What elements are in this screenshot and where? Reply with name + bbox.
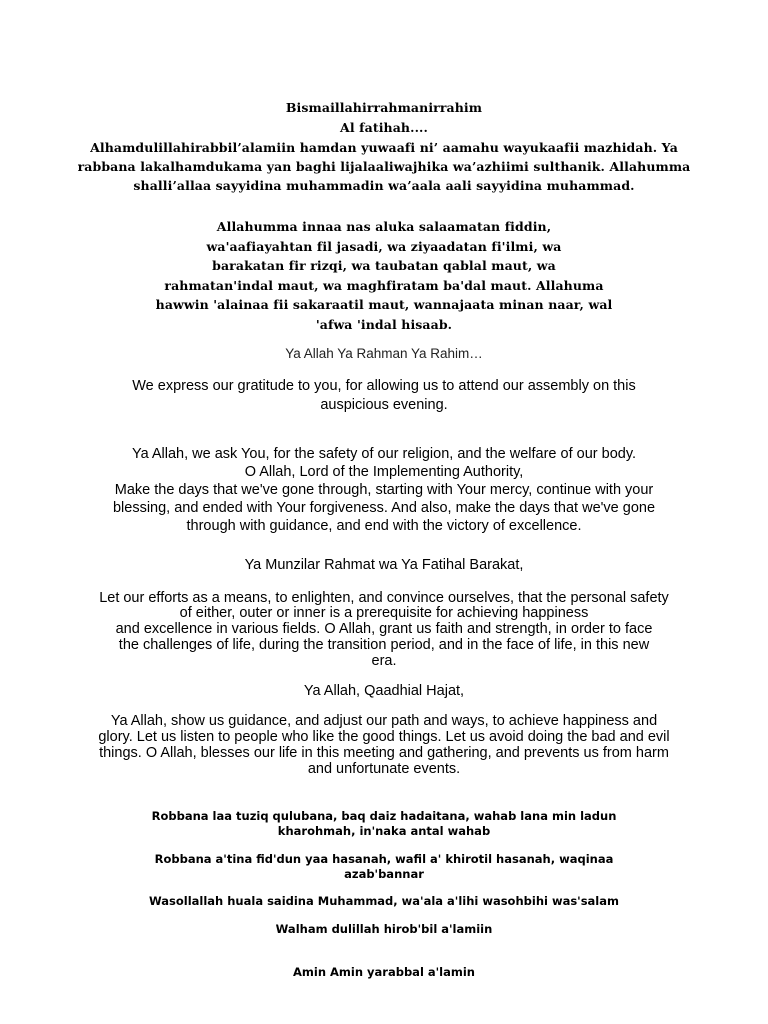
efforts-line: of either, outer or inner is a prerequisite for achieving happiness: [179, 605, 589, 621]
robbana-line: kharohmah, in'naka antal wahab: [277, 824, 491, 838]
amin-text: Amin Amin yarabbal a'lamin: [293, 965, 475, 979]
prayer-line: hawwin 'alainaa fii sakaraatil maut, wannajaata minan naar, wal: [155, 297, 613, 312]
opening-line: rabbana lakalhamdukama yan baghi lijalaaliwajhika wa’azhiimi sulthanik. Allahumma: [77, 159, 691, 174]
efforts-line: the challenges of life, during the transition period, and in the face of life, in this new: [118, 637, 650, 653]
qaadhial-text: Ya Allah, Qaadhial Hajat,: [303, 683, 465, 699]
safety-line: O Allah, Lord of the Implementing Authority,: [244, 464, 524, 480]
safety-line: Make the days that we've gone through, starting with Your mercy, continue with your: [114, 482, 654, 498]
doc-title: Bismaillahirrahmanirrahim: [285, 100, 483, 115]
efforts-line: Let our efforts as a means, to enlighten, and convince ourselves, that the personal safety: [99, 590, 669, 606]
guidance-line: glory. Let us listen to people who like the good things. Let us avoid doing the bad and evil: [98, 729, 670, 745]
robbana-line: Robbana a'tina fid'dun yaa hasanah, wafil a' khirotil hasanah, waqinaa: [154, 852, 614, 866]
prayer-line: 'afwa 'indal hisaab.: [315, 317, 453, 332]
prayer-line: wa'aafiayahtan fil jasadi, wa ziyaadatan fi'ilmi, wa: [206, 239, 562, 254]
safety-line: Ya Allah, we ask You, for the safety of our religion, and the welfare of our body.: [131, 446, 637, 462]
prayer-line: rahmatan'indal maut, wa maghfiratam ba'dal maut. Allahuma: [164, 278, 604, 293]
prayer-line: barakatan fir rizqi, wa taubatan qablal maut, wa: [212, 258, 556, 273]
munzilar-text: Ya Munzilar Rahmat wa Ya Fatihal Barakat,: [244, 557, 524, 573]
efforts-line: era.: [371, 653, 397, 669]
robbana-line: Robbana laa tuziq qulubana, baq daiz hadaitana, wahab lana min ladun: [151, 809, 617, 823]
gratitude-line: We express our gratitude to you, for allowing us to attend our assembly on this: [132, 378, 636, 394]
safety-line: through with guidance, and end with the victory of excellence.: [186, 518, 582, 534]
gratitude-line: auspicious evening.: [320, 397, 448, 413]
invocation-text: Ya Allah Ya Rahman Ya Rahim…: [285, 346, 483, 361]
guidance-line: and unfortunate events.: [307, 761, 461, 777]
opening-line: shalli’allaa sayyidina muhammadin wa’aala aali sayyidina muhammad.: [133, 178, 635, 193]
doc-subtitle: Al fatihah....: [340, 120, 428, 135]
guidance-line: things. O Allah, blesses our life in this meeting and gathering, and prevents us from harm: [99, 745, 669, 761]
opening-line: Alhamdulillahirabbil’alamiin hamdan yuwaafi ni’ aamahu wayukaafii mazhidah. Ya: [90, 140, 678, 155]
prayer-line: Allahumma innaa nas aluka salaamatan fiddin,: [216, 219, 552, 234]
wasollallah-text: Wasollallah huala saidina Muhammad, wa'ala a'lihi wasohbihi was'salam: [148, 894, 619, 908]
guidance-line: Ya Allah, show us guidance, and adjust our path and ways, to achieve happiness and: [110, 713, 658, 729]
efforts-line: and excellence in various fields. O Allah, grant us faith and strength, in order to face: [115, 621, 653, 637]
walham-text: Walham dulillah hirob'bil a'lamiin: [275, 922, 493, 936]
robbana-line: azab'bannar: [344, 867, 424, 881]
safety-line: blessing, and ended with Your forgiveness. And also, make the days that we've gone: [112, 500, 656, 516]
